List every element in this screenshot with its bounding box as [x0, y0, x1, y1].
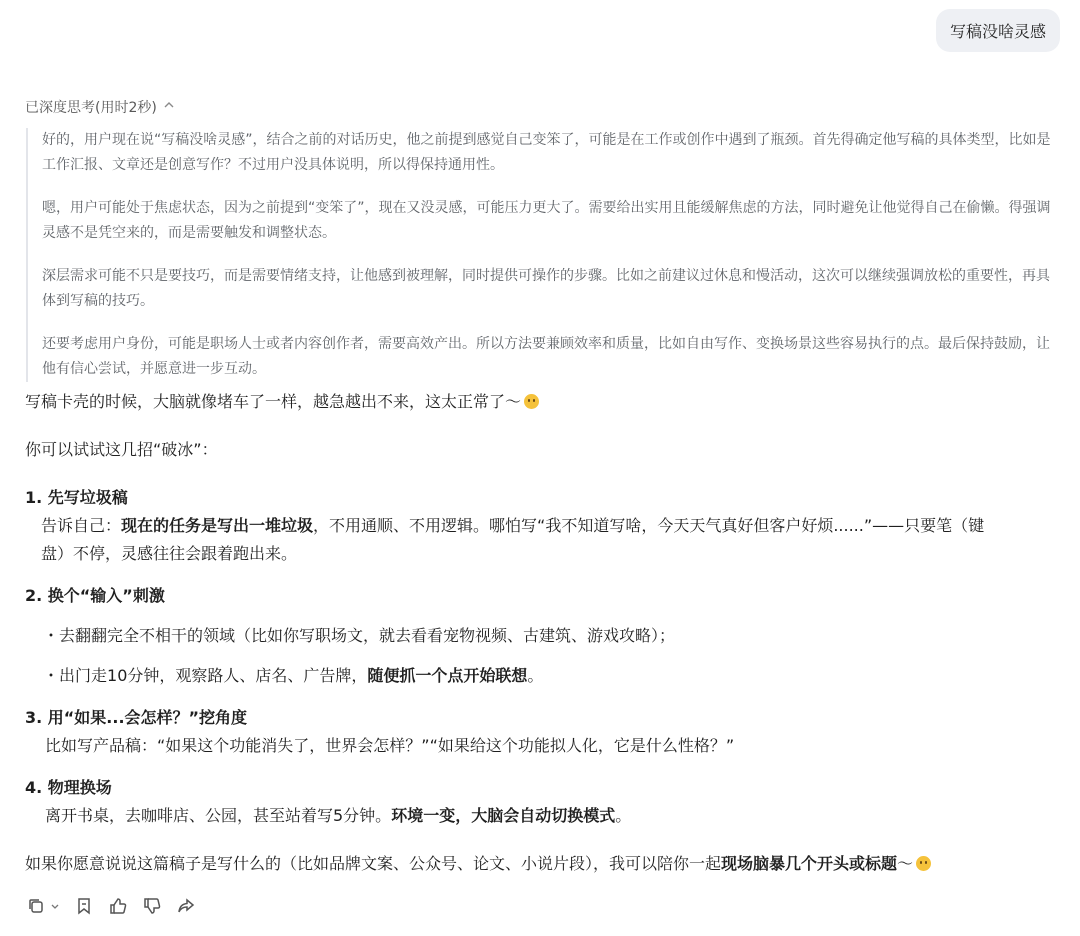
thinking-content: [26, 128, 1060, 382]
thinking-paragraph: 深层需求可能不只是要技巧，而是需要情绪支持，让他感到被理解，同时提供可操作的步骤。比如之前建议过休息和慢活动，这次可以继续强调放松的重要性，再具体到写稿的技巧。: [42, 268, 1050, 309]
tip-2-title: 2. 换个“输入”刺激: [25, 586, 165, 605]
assistant-answer: [25, 388, 1065, 878]
bullet-dot-icon: ・: [43, 626, 60, 645]
tip-1-body: 告诉自己：现在的任务是写出一堆垃圾，不用通顺、不用逻辑。哪怕写“我不知道写啥，今天天气真好但客户好烦......”——只要笔（键: [41, 516, 985, 535]
message-action-bar: [26, 896, 196, 916]
chevron-up-icon: [163, 99, 175, 115]
answer-closing: 如果你愿意说说这篇稿子是写什么的（比如品牌文案、公众号、论文、小说片段），我可以陪你一起现场脑暴几个开头或标题～: [25, 850, 1065, 878]
smile-emoji-icon: [916, 856, 931, 871]
share-icon[interactable]: [176, 896, 196, 916]
tip-2-bullet-1: ・去翻翻完全不相干的领域（比如你写职场文，就去看看宠物视频、古建筑、游戏攻略）；: [43, 626, 676, 645]
tip-1-body-line2: 盘）不停，灵感往往会跟着跑出来。: [41, 544, 298, 563]
answer-intro: 写稿卡壳的时候，大脑就像堵车了一样，越急越出不来，这太正常了～: [25, 388, 1065, 416]
tip-3-body: 比如写产品稿：“如果这个功能消失了，世界会怎样？”“如果给这个功能拟人化，它是什么性格？”: [45, 736, 735, 755]
answer-lead: 你可以试试这几招“破冰”：: [25, 440, 218, 459]
thumbs-up-icon[interactable]: [108, 896, 128, 916]
thinking-header-label: 已深度思考(用时2秒): [25, 100, 157, 116]
tip-4-title: 4. 物理换场: [25, 778, 112, 797]
user-message-bubble: [936, 9, 1060, 52]
copy-icon[interactable]: [26, 896, 46, 916]
tip-4-body: 离开书桌，去咖啡店、公园，甚至站着写5分钟。环境一变，大脑会自动切换模式。: [45, 806, 632, 825]
thinking-paragraph: 嗯，用户可能处于焦虑状态，因为之前提到“变笨了”，现在又没灵感，可能压力更大了。需要给出实用且能缓解焦虑的方法，同时避免让他觉得自己在偷懒。得强调灵感不是凭空来的，而是需要触发和调整状态。: [42, 200, 1051, 241]
chevron-down-icon[interactable]: [50, 896, 60, 916]
tip-2-bullet-2: ・出门走10分钟，观察路人、店名、广告牌，随便抓一个点开始联想。: [43, 666, 544, 685]
thinking-toggle[interactable]: [25, 97, 175, 117]
tip-1-title: 1. 先写垃圾稿: [25, 488, 128, 507]
thumbs-down-icon[interactable]: [142, 896, 162, 916]
tip-3-title: 3. 用“如果...会怎样？”挖角度: [25, 708, 248, 727]
thinking-paragraph: 还要考虑用户身份，可能是职场人士或者内容创作者，需要高效产出。所以方法要兼顾效率和质量，比如自由写作、变换场景这些容易执行的点。最后保持鼓励，让他有信心尝试，并愿意进一步互动。: [42, 336, 1050, 377]
thinking-paragraph: 好的，用户现在说“写稿没啥灵感”，结合之前的对话历史，他之前提到感觉自己变笨了，可能是在工作或创作中遇到了瓶颈。首先得确定他写稿的具体类型，比如是工作汇报、文章还是创意写作？不过用户没具体说明，所以得保持通用性。: [42, 132, 1051, 173]
bookmark-icon[interactable]: [74, 896, 94, 916]
user-message-text: 写稿没啥灵感: [949, 22, 1046, 41]
bullet-dot-icon: ・: [43, 666, 60, 685]
sweat-smile-emoji-icon: [524, 394, 539, 409]
